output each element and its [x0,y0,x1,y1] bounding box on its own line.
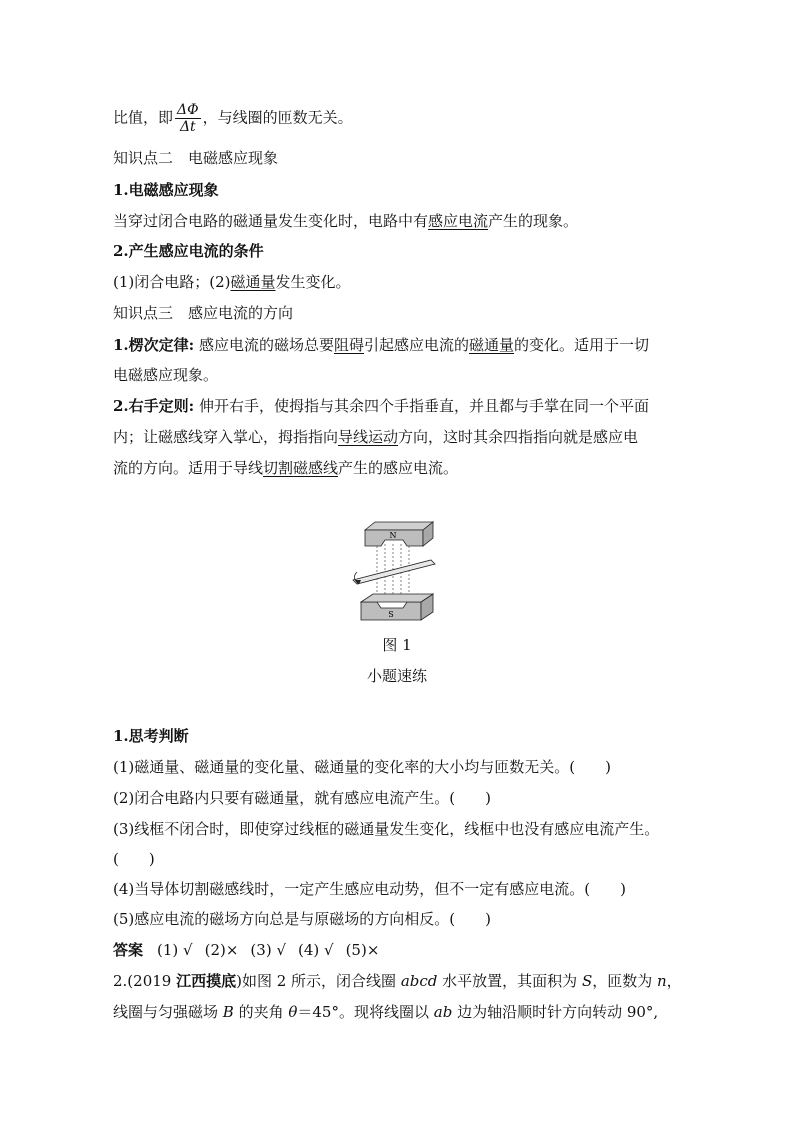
knowledge-point-3-title: 知识点三 感应电流的方向 [113,304,294,322]
section-title: 小题速练 [366,667,427,685]
ratio-line: 比值，即 $\frac{\Delta\Phi}{\Delta t}$ ，与线圈的匝数无关。 [113,102,353,135]
figure-caption: 图 1 [382,636,412,654]
q2-line1: 2.(2019 江西摸底)如图 2 所示，闭合线圈 abcd 水平放置，其面积为 S，匝数为 n， [113,972,682,990]
n-label: N [389,531,397,540]
q1-statement-5: (5)感应电流的磁场方向总是与原磁场的方向相反。( ) [113,910,491,928]
q1-statement-1: (1)磁通量、磁通量的变化量、磁通量的变化率的大小均与匝数无关。( ) [113,758,611,776]
n-pole-top-face [365,522,433,530]
answer-item: (1) √ [157,941,193,959]
lenz-law-line2: 电磁感应现象。 [113,366,219,384]
magnet-conductor-figure [345,518,445,628]
knowledge-point-2-title: 知识点二 电磁感应现象 [113,149,279,167]
answer-item: (4) √ [298,941,334,959]
delta-phi-fraction: $\frac{\Delta\Phi}{\Delta t}$ [177,102,199,135]
kp2-item2-heading: 2.产生感应电流的条件 [113,242,264,260]
answer-item: (5)× [345,941,380,959]
s-label: S [388,610,394,619]
answer-label: 答案 [113,941,144,959]
s-pole-top-face [361,594,433,602]
q1-statement-3: (3)线框不闭合时，即使穿过线框的磁通量发生变化，线框中也没有感应电流产生。 [113,820,660,838]
kp2-item2-text: (1)闭合电路；(2)磁通量发生变化。 [113,273,351,291]
q1-statement-4: (4)当导体切割磁感线时，一定产生感应电动势，但不一定有感应电流。( ) [113,880,626,898]
q2-line2: 线圈与匀强磁场 B 的夹角 θ＝45°。现将线圈以 ab 边为轴沿顺时针方向转动 90°, [113,1003,659,1021]
q1-statement-3-bracket: ( ) [113,850,155,868]
lenz-law-line1: 1.楞次定律: 感应电流的磁场总要阻碍引起感应电流的磁通量的变化。适用于一切 [113,336,650,354]
conductor-rod [353,560,435,584]
kp2-item1-text: 当穿过闭合电路的磁通量发生变化时，电路中有感应电流产生的现象。 [113,212,579,230]
kp2-item1-heading: 1.电磁感应现象 [113,181,219,199]
right-hand-rule-line2: 内；让磁感线穿入掌心，拇指指向导线运动方向，这时其余四指指向就是感应电 [113,428,639,446]
q1-statement-2: (2)闭合电路内只要有磁通量，就有感应电流产生。( ) [113,789,491,807]
answer-item: (2)× [204,941,239,959]
answer-item: (3) √ [250,941,286,959]
q1-answer [113,940,391,960]
q1-heading: 1.思考判断 [113,727,189,745]
right-hand-rule-line3: 流的方向。适用于导线切割磁感线产生的感应电流。 [113,459,459,477]
right-hand-rule-line1: 2.右手定则: 伸开右手，使拇指与其余四个手指垂直，并且都与手掌在同一个平面 [113,397,649,415]
